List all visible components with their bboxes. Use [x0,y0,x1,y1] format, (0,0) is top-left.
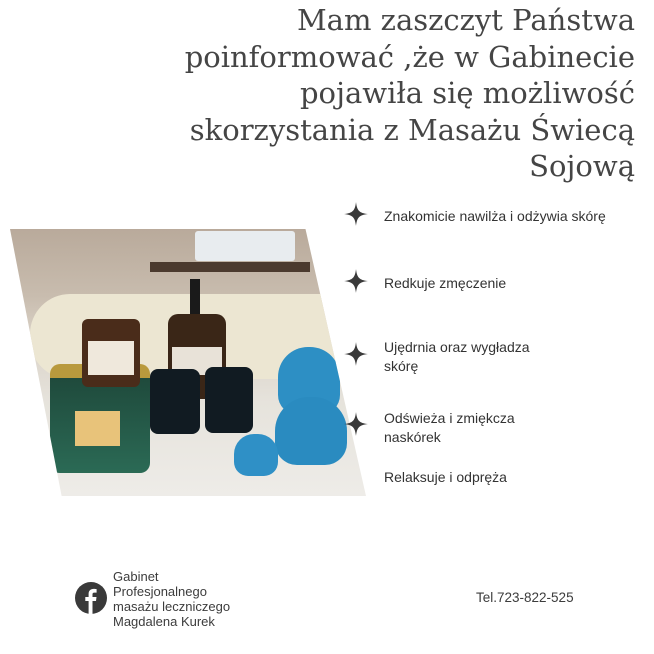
facebook-icon[interactable] [75,582,107,614]
bottle-pump [190,279,200,317]
massage-cup [275,397,347,465]
business-name-line: Magdalena Kurek [113,614,215,629]
sparkle-icon [343,201,369,227]
headline-line: pojawiła się możliwość [299,76,635,110]
headline-line: Mam zaszczyt Państwa [296,3,635,37]
benefit-item: Znakomicie nawilża i odżywia skórę [384,208,606,224]
benefit-line: skórę [384,358,419,374]
benefit-line: Odświeża i zmiękcza [384,410,515,426]
benefit-item [384,338,530,376]
headline [115,2,635,185]
headline-line: skorzystania z Masażu Świecą [189,112,635,147]
candle-tin-label [75,411,120,446]
headline-line: poinformować ,że w Gabinecie [184,39,635,74]
shelf [150,262,310,272]
candle-jar-label [88,341,134,375]
benefit-item [384,409,515,447]
business-name [113,569,230,629]
benefit-item: Redkuje zmęczenie [384,275,507,291]
headline-line: Sojową [529,149,635,183]
benefit-line: Ujędrnia oraz wygładza [384,339,530,355]
product-photo [10,229,366,496]
business-name-line: masażu leczniczego [113,599,231,614]
cosmetic-pot [150,369,200,434]
business-name-line: Profesjonalnego [113,584,207,599]
phone-number: Tel.723-822-525 [476,590,574,605]
printer [195,231,295,261]
sparkle-icon [343,268,369,294]
cosmetic-pot [205,367,253,433]
massage-cup [234,434,278,476]
business-name-line: Gabinet [113,569,159,584]
benefit-line: naskórek [384,429,441,445]
sparkle-icon [343,411,369,437]
benefit-item: Relaksuje i odpręża [384,469,507,485]
sparkle-icon [343,341,369,367]
